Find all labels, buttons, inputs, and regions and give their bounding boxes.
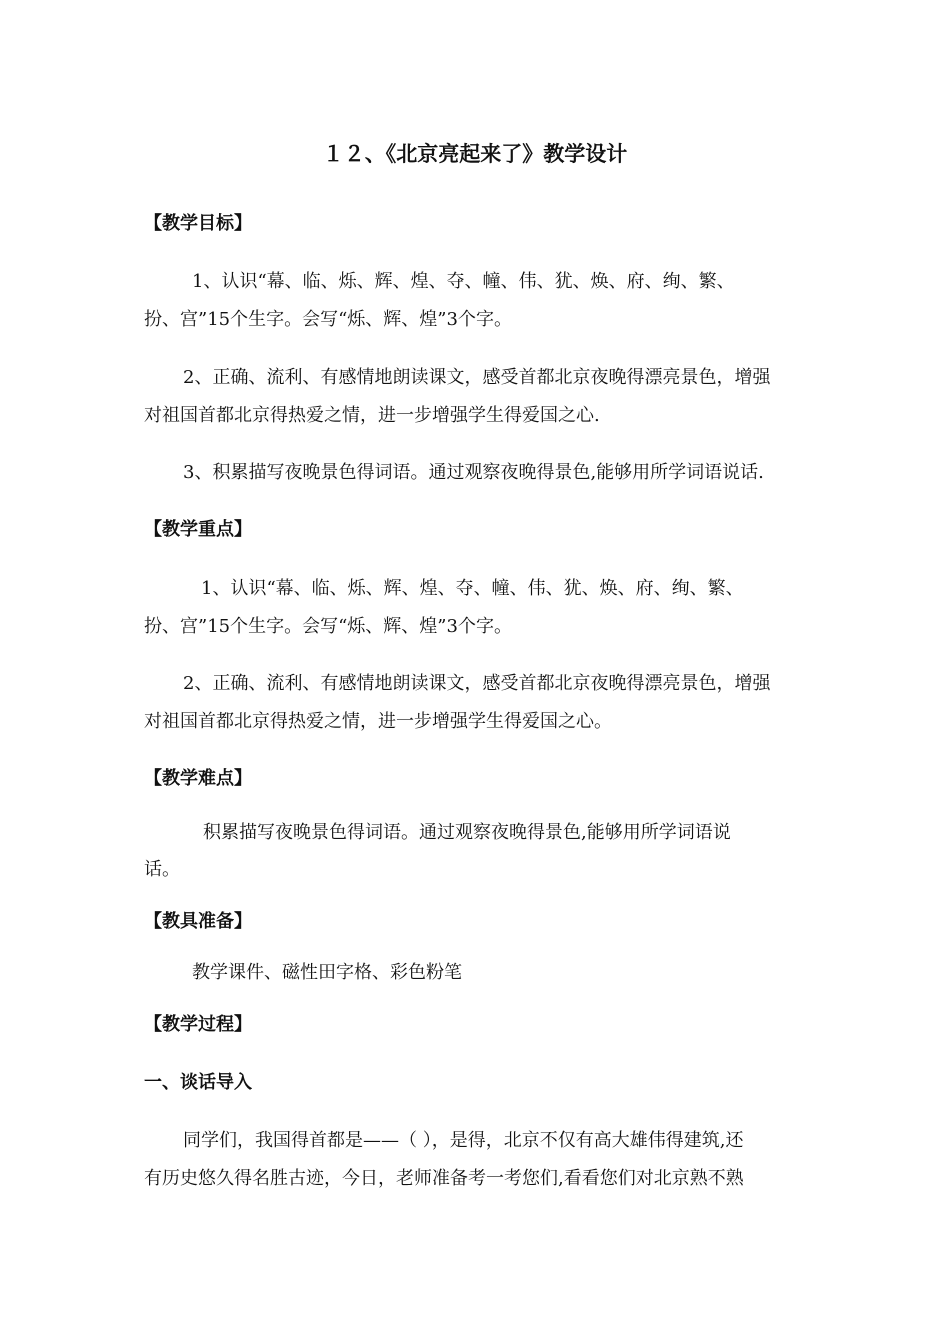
process-heading: 【教学过程】	[144, 1014, 252, 1035]
difficulties-text-line-2: 话。	[144, 859, 180, 880]
key-points-heading: 【教学重点】	[144, 519, 252, 540]
key-points-item-1-line-2: 扮、宫”15个生字。会写“烁、辉、煌”3个字。	[144, 616, 512, 637]
key-points-item-2-line-2: 对祖国首都北京得热爱之情，进一步增强学生得爱国之心。	[144, 711, 612, 732]
materials-text: 教学课件、磁性田字格、彩色粉笔	[192, 962, 462, 983]
materials-heading: 【教具准备】	[144, 911, 252, 932]
step-1-line-2: 有历史悠久得名胜古迹，今日，老师准备考一考您们,看看您们对北京熟不熟	[144, 1168, 744, 1189]
objectives-item-2-line-1: 2、正确、流利、有感情地朗读课文，感受首都北京夜晚得漂亮景色，增强	[183, 367, 771, 388]
step-1-line-1: 同学们，我国得首都是——（ ），是得，北京不仅有高大雄伟得建筑,还	[183, 1130, 744, 1151]
document-title: １２、《北京亮起来了》教学设计	[322, 142, 628, 166]
objectives-item-1-line-1: 1、认识“幕、临、烁、辉、煌、夺、幢、伟、犹、焕、府、绚、繁、	[192, 271, 735, 292]
objectives-heading: 【教学目标】	[144, 213, 252, 234]
key-points-item-1-line-1: 1、认识“幕、临、烁、辉、煌、夺、幢、伟、犹、焕、府、绚、繁、	[201, 578, 744, 599]
difficulties-heading: 【教学难点】	[144, 768, 252, 789]
objectives-item-2-line-2: 对祖国首都北京得热爱之情，进一步增强学生得爱国之心.	[144, 405, 600, 426]
key-points-item-2-line-1: 2、正确、流利、有感情地朗读课文，感受首都北京夜晚得漂亮景色，增强	[183, 673, 771, 694]
difficulties-text-line-1: 积累描写夜晚景色得词语。通过观察夜晚得景色,能够用所学词语说	[203, 822, 731, 843]
step-1-heading: 一、谈话导入	[144, 1072, 252, 1093]
objectives-item-3-line-1: 3、积累描写夜晚景色得词语。通过观察夜晚得景色,能够用所学词语说话.	[183, 462, 764, 483]
objectives-item-1-line-2: 扮、宫”15个生字。会写“烁、辉、煌”3个字。	[144, 309, 512, 330]
